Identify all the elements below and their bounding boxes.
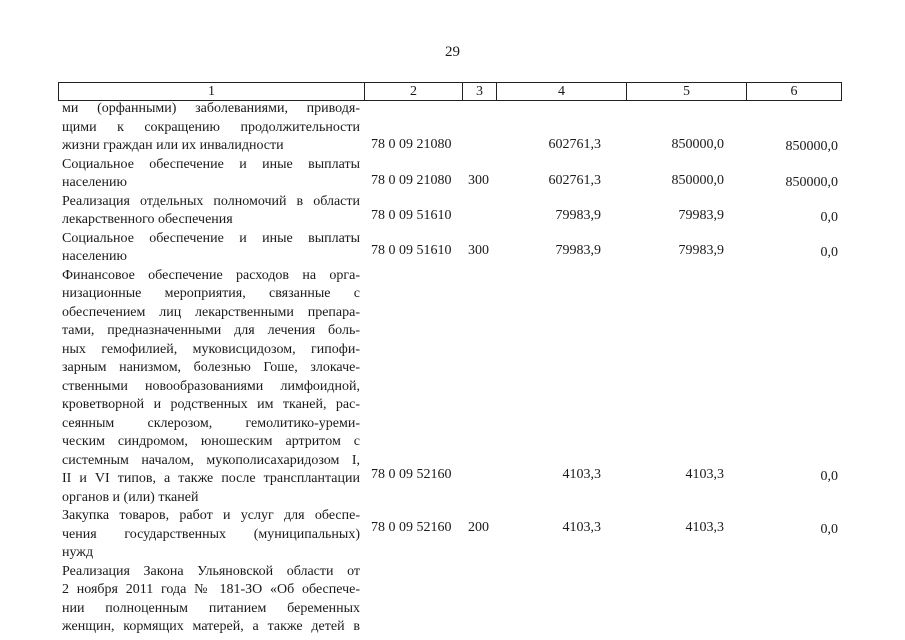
row-col6-value: 0,0 — [820, 210, 838, 225]
text-line: системным началом, мукополисахаридозом I, — [62, 452, 360, 468]
row-vr: 300 — [468, 243, 489, 258]
row-col6-value: 850000,0 — [785, 175, 838, 190]
row-col6-value: 850000,0 — [785, 139, 838, 154]
table-header-row — [58, 82, 842, 101]
page-number: 29 — [445, 44, 460, 60]
row-col4-value: 4103,3 — [562, 520, 601, 535]
row-code: 78 0 09 21080 — [371, 137, 452, 152]
row-vr: 200 — [468, 520, 489, 535]
text-line: Финансовое обеспечение расходов на орга- — [62, 267, 360, 283]
text-line: тами, предназначенными для лечения боль- — [62, 323, 360, 338]
text-line: Реализация отдельных полномочий в области — [62, 193, 360, 209]
text-line: 2 ноября 2011 года № 181-ЗО «Об обеспече- — [62, 582, 360, 597]
row-col4-value: 79983,9 — [555, 208, 601, 223]
text-line: чения государственных (муниципальных) — [62, 526, 360, 542]
text-line: Социальное обеспечение и иные выплаты — [62, 230, 360, 246]
header-col-5: 5 — [627, 83, 747, 100]
text-line: нии полноценным питанием беременных — [62, 600, 360, 616]
header-col-1: 1 — [59, 83, 365, 100]
text-line: Социальное обеспечение и иные выплаты — [62, 156, 360, 172]
text-line: ми (орфанными) заболеваниями, приводя- — [62, 101, 360, 116]
text-line: органов и (или) тканей — [62, 489, 199, 505]
text-line: Закупка товаров, работ и услуг для обеспе- — [62, 508, 360, 523]
row-col5-value: 4103,3 — [685, 520, 724, 535]
text-line: зарным нанизмом, болезнью Гоше, злокаче- — [62, 360, 360, 375]
row-col5-value: 850000,0 — [671, 137, 724, 152]
row-col4-value: 4103,3 — [562, 467, 601, 482]
row-col6-value: 0,0 — [820, 522, 838, 537]
header-col-3: 3 — [463, 83, 497, 100]
text-line: населению — [62, 249, 127, 264]
row-col4-value: 79983,9 — [555, 243, 601, 258]
text-line: Реализация Закона Ульяновской области от — [62, 563, 360, 579]
row-col5-value: 79983,9 — [678, 243, 724, 258]
row-code: 78 0 09 52160 — [371, 467, 452, 482]
text-line: лекарственного обеспечения — [62, 212, 233, 227]
description-column — [62, 100, 360, 637]
text-line: кроветворной и родственных им тканей, рас- — [62, 397, 360, 412]
header-col-2: 2 — [365, 83, 463, 100]
row-code: 78 0 09 21080 — [371, 173, 452, 188]
row-col6-value: 0,0 — [820, 245, 838, 260]
row-col4-value: 602761,3 — [548, 173, 601, 188]
text-line: II и VI типов, а также после трансплантации — [62, 471, 360, 486]
text-line: жизни граждан или их инвалидности — [62, 138, 284, 153]
text-line: населению — [62, 175, 127, 190]
text-line: ных гемофилией, муковисцидозом, гипофи- — [62, 341, 360, 357]
text-line: нужд — [62, 545, 94, 560]
row-vr: 300 — [468, 173, 489, 188]
text-line: сеянным склерозом, гемолитико-уреми- — [62, 415, 360, 431]
row-col5-value: 4103,3 — [685, 467, 724, 482]
row-col4-value: 602761,3 — [548, 137, 601, 152]
row-col5-value: 79983,9 — [678, 208, 724, 223]
text-line: обеспечением лиц лекарственными препара- — [62, 304, 360, 320]
header-col-6: 6 — [790, 84, 798, 99]
text-line: низационные мероприятия, связанные с — [62, 286, 360, 301]
row-code: 78 0 09 51610 — [371, 208, 452, 223]
text-line: ческим синдромом, юношеским артритом с — [62, 434, 360, 449]
row-col6-value: 0,0 — [820, 469, 838, 484]
row-col5-value: 850000,0 — [671, 173, 724, 188]
row-code: 78 0 09 52160 — [371, 520, 452, 535]
header-col-4: 4 — [497, 83, 627, 100]
text-line: ственными новообразованиями лимфоидной, — [62, 378, 360, 394]
text-line: женщин, кормящих матерей, а также детей в — [62, 619, 360, 634]
row-code: 78 0 09 51610 — [371, 243, 452, 258]
text-line: щими к сокращению продолжительности — [62, 119, 360, 135]
